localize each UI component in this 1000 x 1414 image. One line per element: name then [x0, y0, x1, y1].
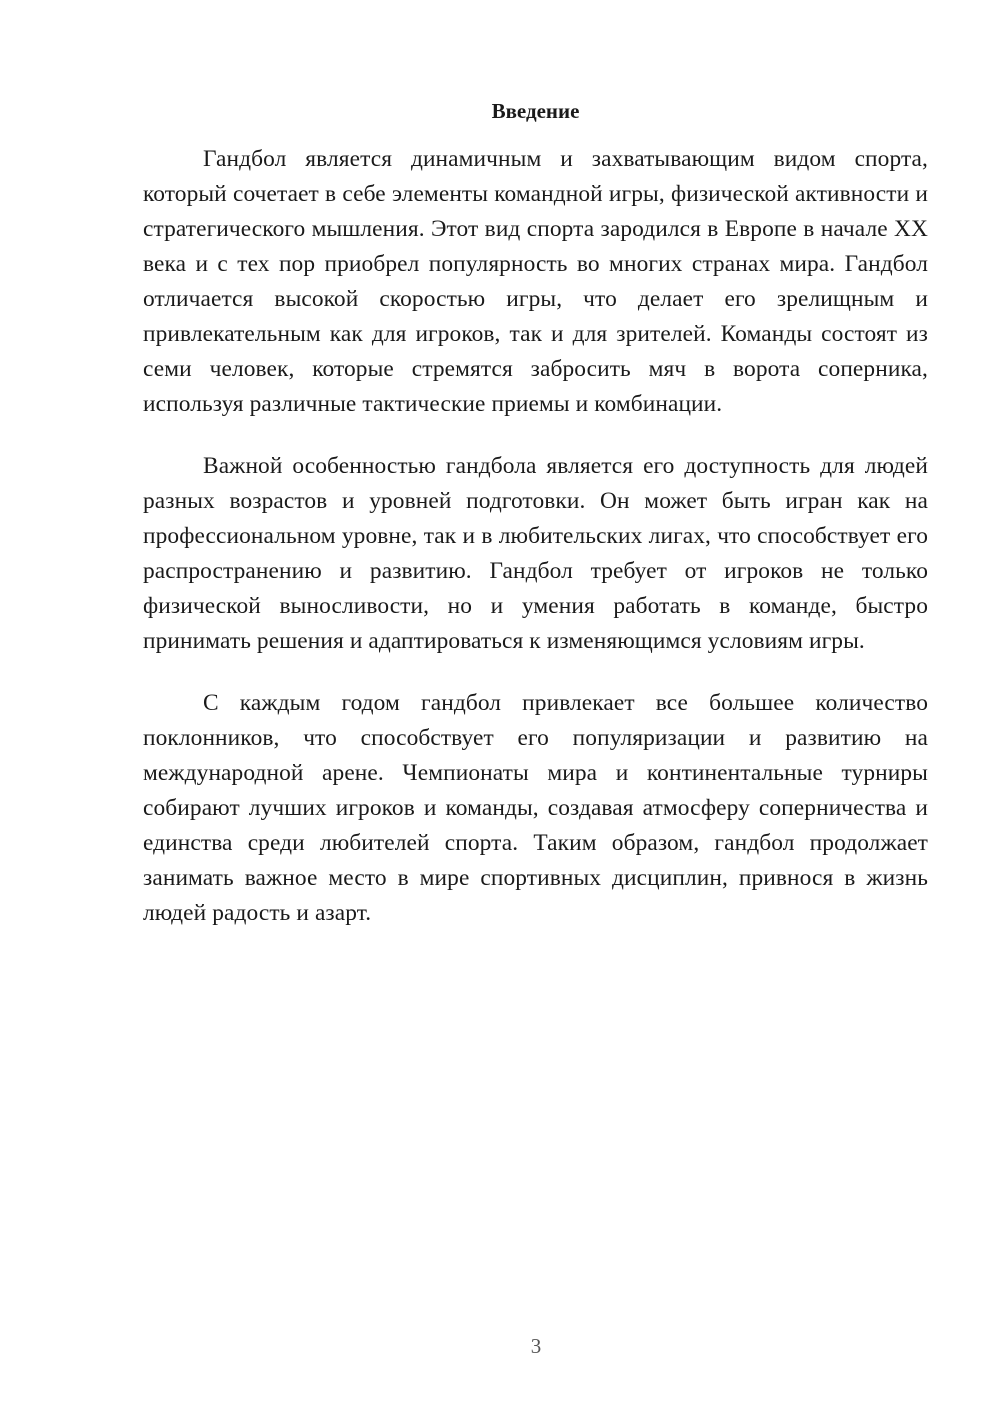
- paragraph-2: Важной особенностью гандбола является его доступность для людей разных возрастов и уровней подготовки. Он может быть игран как на профессиональном уровне, так и в любительских лигах, что способствует его распространению и развитию. Гандбол требует от игроков не только физической выносливости, но и умения работать в команде, быстро принимать решения и адаптироваться к изменяющимся условиям игры.: [143, 453, 928, 654]
- body-text: [143, 142, 928, 958]
- paragraph-1: Гандбол является динамичным и захватывающим видом спорта, который сочетает в себе элементы командной игры, физической активности и стратегического мышления. Этот вид спорта зародился в Европе в начале XX века и с тех пор приобрел популярность во многих странах мира. Гандбол отличается высокой скоростью игры, что делает его зрелищным и привлекательным как для игроков, так и для зрителей. Команды состоят из семи человек, которые стремятся забросить мяч в ворота соперника, используя различные тактические приемы и комбинации.: [143, 146, 928, 417]
- page-number: 3: [530, 1334, 542, 1358]
- paragraph-3: С каждым годом гандбол привлекает все большее количество поклонников, что способствует его популяризации и развитию на международной арене. Чемпионаты мира и континентальные турниры собирают лучших игроков и команды, создавая атмосферу соперничества и единства среди любителей спорта. Таким образом, гандбол продолжает занимать важное место в мире спортивных дисциплин, привнося в жизнь людей радость и азарт.: [143, 690, 928, 926]
- section-heading: Введение: [491, 99, 580, 123]
